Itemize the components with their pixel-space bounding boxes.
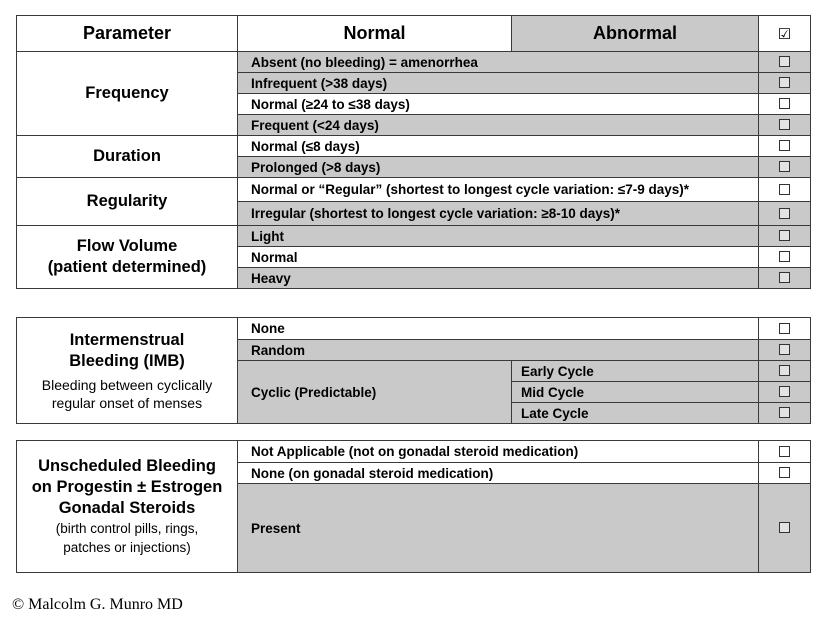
checkmark-column-header: ☑: [759, 16, 811, 52]
imb-title-line1: Intermenstrual: [69, 330, 185, 349]
unscheduled-title-line1: Unscheduled Bleeding: [38, 457, 216, 475]
flow-volume-label: [17, 226, 238, 289]
checkbox[interactable]: [779, 184, 790, 195]
checkbox[interactable]: [779, 467, 790, 478]
checkbox[interactable]: [779, 161, 790, 172]
imb-note-line2: regular onset of menses: [51, 394, 203, 411]
imb-note-line1: Bleeding between cyclically: [41, 376, 213, 393]
checkbox[interactable]: [779, 77, 790, 88]
unscheduled-note: [17, 519, 237, 557]
duration-option-normal: Normal (≤8 days): [238, 136, 759, 157]
regularity-option-irregular: Irregular (shortest to longest cycle variation: ≥8-10 days)*: [238, 202, 759, 226]
imb-cyclic-late: Late Cycle: [512, 403, 759, 424]
imb-option-cyclic: Cyclic (Predictable): [238, 361, 512, 424]
unscheduled-title-line2: on Progestin ± Estrogen: [31, 478, 223, 496]
imb-title-line2: Bleeding (IMB): [69, 351, 185, 370]
checkbox[interactable]: [779, 344, 790, 355]
parameter-column-header: Parameter: [17, 16, 238, 52]
frequency-option-normal: Normal (≥24 to ≤38 days): [238, 94, 759, 115]
imb-option-random: Random: [238, 340, 759, 361]
imb-label: [17, 318, 238, 424]
unscheduled-option-present: Present: [238, 484, 759, 573]
frequency-option-frequent: Frequent (<24 days): [238, 115, 759, 136]
flow-volume-subtitle: (patient determined): [47, 258, 207, 276]
copyright-notice: © Malcolm G. Munro MD: [12, 596, 183, 613]
flow-volume-title: Flow Volume: [76, 237, 178, 255]
checkbox[interactable]: [779, 365, 790, 376]
frequency-option-infrequent: Infrequent (>38 days): [238, 73, 759, 94]
checkbox[interactable]: [779, 140, 790, 151]
menstrual-parameters-table: [16, 15, 811, 289]
checkbox[interactable]: [779, 119, 790, 130]
normal-column-header: Normal: [238, 16, 512, 52]
unscheduled-note-line2: patches or injections): [63, 540, 191, 555]
unscheduled-note-line1: (birth control pills, rings,: [55, 521, 199, 536]
flow-option-light: Light: [238, 226, 759, 247]
checkbox[interactable]: [779, 230, 790, 241]
frequency-label: Frequency: [17, 52, 238, 136]
imb-cyclic-mid: Mid Cycle: [512, 382, 759, 403]
checkbox[interactable]: [779, 56, 790, 67]
duration-option-prolonged: Prolonged (>8 days): [238, 157, 759, 178]
unscheduled-option-not-applicable: Not Applicable (not on gonadal steroid medication): [238, 441, 759, 463]
frequency-option-absent: Absent (no bleeding) = amenorrhea: [238, 52, 759, 73]
checkbox[interactable]: [779, 323, 790, 334]
imb-cyclic-early: Early Cycle: [512, 361, 759, 382]
unscheduled-bleeding-table: [16, 440, 811, 573]
unscheduled-label: [17, 441, 238, 573]
intermenstrual-bleeding-table: [16, 317, 811, 424]
checkbox[interactable]: [779, 446, 790, 457]
unscheduled-option-none: None (on gonadal steroid medication): [238, 463, 759, 484]
imb-option-none: None: [238, 318, 759, 340]
checkbox[interactable]: [779, 251, 790, 262]
checkbox[interactable]: [779, 98, 790, 109]
abnormal-column-header: Abnormal: [512, 16, 759, 52]
flow-option-normal: Normal: [238, 247, 759, 268]
checkbox[interactable]: [779, 386, 790, 397]
checkbox[interactable]: [779, 272, 790, 283]
regularity-option-regular: Normal or “Regular” (shortest to longest cycle variation: ≤7-9 days)*: [238, 178, 759, 202]
flow-option-heavy: Heavy: [238, 268, 759, 289]
checkbox[interactable]: [779, 407, 790, 418]
unscheduled-title-line3: Gonadal Steroids: [58, 499, 196, 517]
regularity-label: Regularity: [17, 178, 238, 226]
duration-label: Duration: [17, 136, 238, 178]
checkbox[interactable]: [779, 522, 790, 533]
checkbox[interactable]: [779, 208, 790, 219]
imb-note: [17, 376, 237, 412]
